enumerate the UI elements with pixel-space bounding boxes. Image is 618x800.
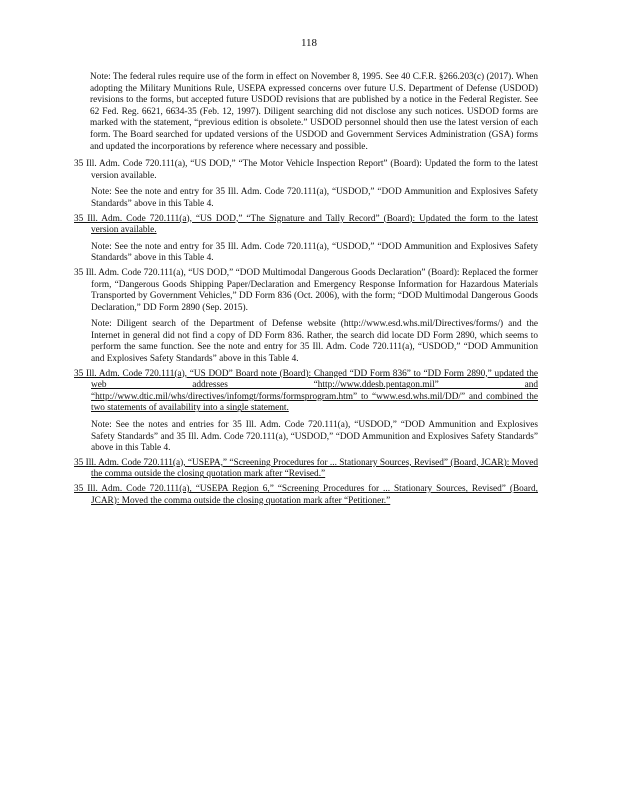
entry-text: 35 Ill. Adm. Code 720.111(a), “US DOD,” “The Motor Vehicle Inspection Report” (Board): Updated the form to the latest version available. — [74, 159, 538, 181]
table-entry — [74, 369, 538, 455]
entry-note: Note: Diligent search of the Department of Defense website (http://www.esd.whs.mil/Directives/forms/) and the Internet in general did not find a copy of DD Form 836. Rather, the search did locate DD Form 2890, which seems to perform the same function. See the note and entry for 35 Ill. Adm. Code 720.111(a), “USDOD,” “DOD Ammunition and Explosives Safety Standards” above in this Table 4. — [91, 319, 538, 365]
entry-text: 35 Ill. Adm. Code 720.111(a), “US DOD,” “DOD Multimodal Dangerous Goods Declaration” (Board): Replaced the former form, “Dangerous Goods Shipping Paper/Declaration and Emergency Response Information for Hazardous Materials Transported by Government Vehicles,” DD Form 836 (Oct. 2006), with the form; “DOD Multimodal Dangerous Goods Declaration,” DD Form 2890 (Sep. 2015). — [74, 267, 538, 313]
page-body — [74, 72, 538, 507]
page-number: 118 — [300, 37, 318, 49]
table-entry — [74, 458, 538, 481]
table-entry — [74, 159, 538, 210]
table-entry — [74, 268, 538, 366]
table-entry — [74, 484, 538, 507]
intro-note: Note: The federal rules require use of the form in effect on November 8, 1995. See 40 C.F.R. §266.203(c) (2017). When adopting the Military Munitions Rule, USEPA expressed concerns over future U.S. Department of Defense (USDOD) revisions to the forms, but accepted future USDOD revisions that are published by a notice in the Federal Register. See 62 Fed. Reg. 6621, 6634-35 (Feb. 12, 1997). Diligent searching did not disclose any such notices. USDOD forms are marked with the statement, “previous edition is obsolete.” USDOD personnel should then use the latest version of each form. The Board searched for updated versions of the USDOD and Government Services Administration (GSA) forms and updated the incorporations by reference where necessary and possible. — [90, 72, 538, 152]
entry-text: 35 Ill. Adm. Code 720.111(a), “US DOD” Board note (Board): Changed “DD Form 836” to “DD Form 2890,” updated the web addresses “http://www.ddesb.pentagon.mil” and “http://www.dtic.mil/whs/directives/infomgt/forms/formsprogram.htm” to “www.esd.whs.mil/DD/” and combined the two statements of availability into a single statement. — [74, 368, 538, 414]
entry-text: 35 Ill. Adm. Code 720.111(a), “USEPA,” “Screening Procedures for ... Stationary Sources, Revised” (Board, JCAR): Moved the comma outside the closing quotation mark after “Revised.” — [74, 457, 538, 480]
entry-text: 35 Ill. Adm. Code 720.111(a), “USEPA Region 6,” “Screening Procedures for ... Stationary Sources, Revised” (Board, JCAR): Moved the comma outside the closing quotation mark after “Petitioner.” — [74, 484, 538, 506]
table-entry — [74, 214, 538, 265]
entry-note: Note: See the note and entry for 35 Ill. Adm. Code 720.111(a), “USDOD,” “DOD Ammunition and Explosives Safety Standards” above in this Table 4. — [91, 241, 538, 264]
entry-text: 35 Ill. Adm. Code 720.111(a), “US DOD,” “The Signature and Tally Record” (Board): Updated the form to the latest version available. — [74, 213, 538, 236]
entry-note: Note: See the notes and entries for 35 Ill. Adm. Code 720.111(a), “USDOD,” “DOD Ammunition and Explosives Safety Standards” and 35 Ill. Adm. Code 720.111(a), “USDOD,” “DOD Ammunition and Explosives Safety Standards” above in this Table 4. — [91, 420, 538, 454]
entry-note: Note: See the note and entry for 35 Ill. Adm. Code 720.111(a), “USDOD,” “DOD Ammunition and Explosives Safety Standards” above in this Table 4. — [91, 187, 538, 209]
